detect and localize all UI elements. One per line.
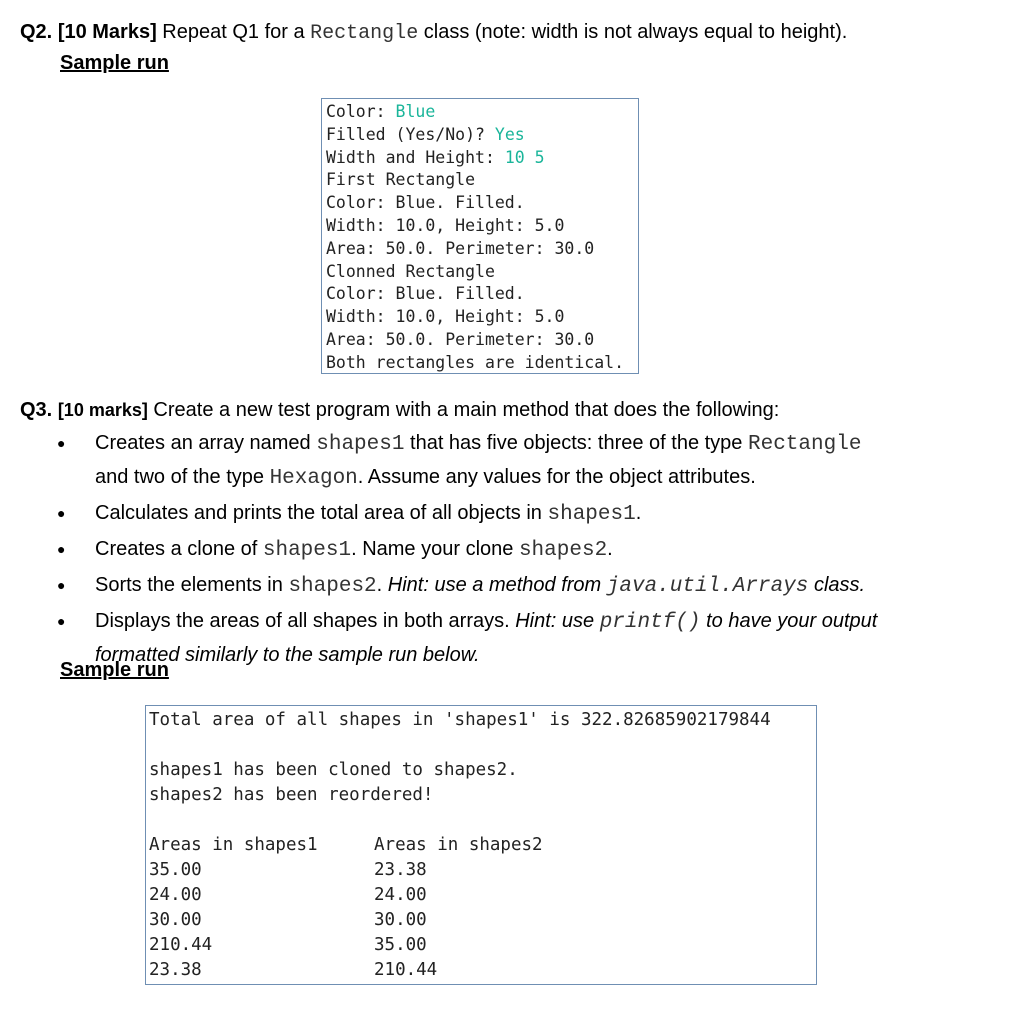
q2-heading [20, 20, 847, 46]
console-output-line: Clonned Rectangle [326, 261, 495, 281]
console-line-size: Width and Height: 10 5 [326, 147, 545, 167]
table-row: 210.44 35.00 [149, 935, 427, 955]
q3-marks: [10 marks] [57, 400, 148, 420]
header-shapes2: Areas in shapes2 [374, 835, 543, 855]
console-reordered-line: shapes2 has been reordered! [149, 785, 434, 805]
q2-console-output [321, 98, 639, 374]
console-line-filled: Filled (Yes/No)? Yes [326, 124, 525, 144]
console-output-line: Width: 10.0, Height: 5.0 [326, 215, 565, 235]
list-item: ● Sorts the elements in shapes2. Hint: use a method from java.util.Arrays class. [55, 569, 975, 603]
list-item: ● Creates a clone of shapes1. Name your clone shapes2. [55, 533, 975, 567]
code-shapes2: shapes2 [518, 539, 608, 562]
console-output-line: First Rectangle [326, 170, 476, 190]
list-item: ● Calculates and prints the total area of all objects in shapes1. [55, 497, 975, 531]
q2-code-rectangle: Rectangle [310, 22, 419, 45]
q2-sample-run-label: Sample run [60, 52, 169, 74]
q2-text-after: class (note: width is not always equal to height). [418, 21, 848, 43]
table-row: 35.00 23.38 [149, 860, 427, 880]
q3-number: Q3. [20, 399, 53, 421]
console-areas-header [149, 833, 816, 858]
console-output-line: Area: 50.0. Perimeter: 30.0 [326, 329, 595, 349]
table-row: 23.38 210.44 [149, 960, 438, 980]
console-total-line: Total area of all shapes in 'shapes1' is 322.82685902179844 [149, 710, 771, 730]
hint-text: Hint: use a method from [387, 574, 607, 596]
console-output-line: Area: 50.0. Perimeter: 30.0 [326, 238, 595, 258]
q3-console-output [145, 705, 817, 985]
console-output-line: Both rectangles are identical. [326, 352, 625, 372]
code-rectangle: Rectangle [748, 433, 862, 456]
code-shapes1: shapes1 [316, 433, 405, 456]
q3-task-list [55, 427, 975, 673]
header-shapes1: Areas in shapes1 [149, 835, 318, 855]
code-java-util-arrays: java.util.Arrays [606, 575, 809, 598]
list-item: ● Creates an array named shapes1 that has five objects: three of the type Rectangle and two of the type Hexagon. Assume any values for the object attributes. [55, 427, 975, 495]
console-output-line: Width: 10.0, Height: 5.0 [326, 307, 565, 327]
q2-text-before: Repeat Q1 for a [156, 21, 311, 43]
code-printf: printf() [599, 611, 701, 634]
table-row: 24.00 24.00 [149, 885, 427, 905]
console-input-color: Blue [395, 102, 436, 121]
q2-number: Q2. [20, 21, 53, 43]
console-line-color: Color: Blue [326, 102, 436, 121]
console-output-line: Color: Blue. Filled. [326, 284, 525, 304]
console-input-filled: Yes [494, 124, 525, 144]
code-shapes2: shapes2 [288, 575, 377, 598]
list-item: ● Displays the areas of all shapes in both arrays. Hint: use printf() to have your output formatted similarly to the sample run below. [55, 605, 975, 671]
console-cloned-line: shapes1 has been cloned to shapes2. [149, 760, 518, 780]
hint-text: Hint: use [515, 610, 600, 632]
code-shapes1: shapes1 [262, 539, 352, 562]
code-hexagon: Hexagon [269, 467, 358, 490]
q3-sample-run-label: Sample run [60, 659, 169, 681]
q3-intro: Create a new test program with a main method that does the following: [147, 399, 780, 421]
q3-heading [20, 398, 779, 422]
table-row: 30.00 30.00 [149, 910, 427, 930]
console-output-line: Color: Blue. Filled. [326, 193, 525, 213]
console-input-size: 10 5 [504, 147, 545, 167]
q2-marks: [10 Marks] [57, 21, 157, 43]
code-shapes1: shapes1 [547, 503, 636, 526]
